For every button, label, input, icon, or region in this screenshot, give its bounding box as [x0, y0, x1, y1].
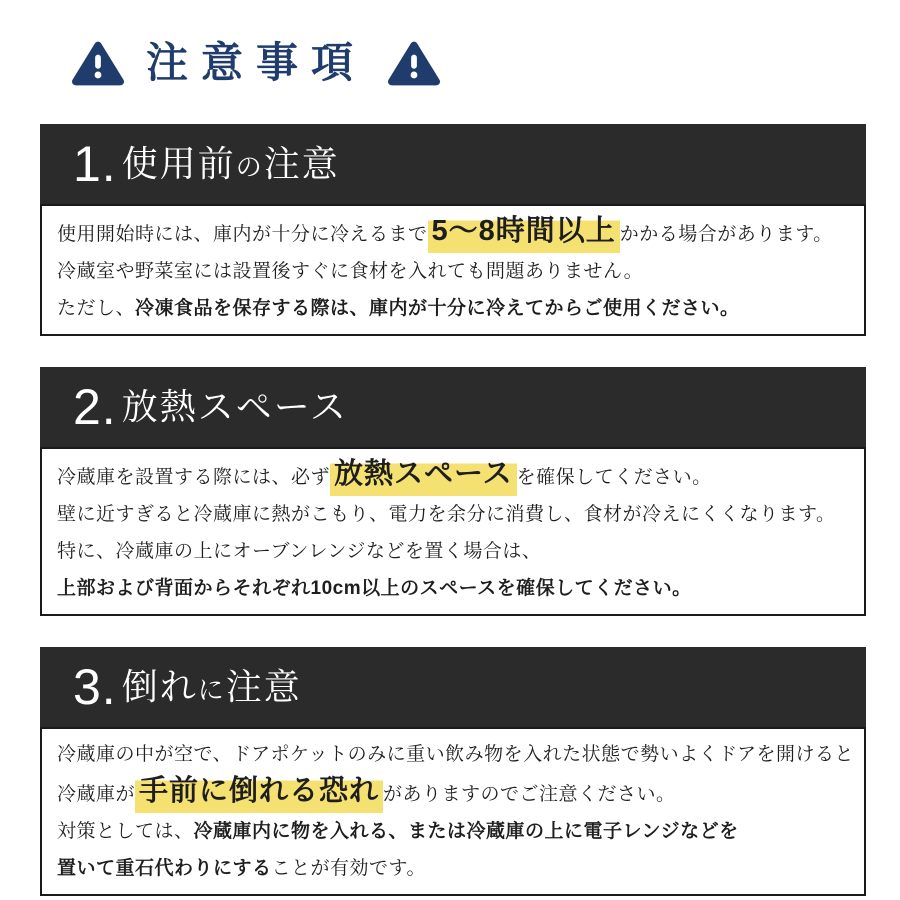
- page-header: [0, 0, 900, 94]
- body-text: 特に、冷蔵庫の上にオーブンレンジなどを置く場合は、: [57, 541, 542, 562]
- highlighted-text: 放熱スペース: [330, 458, 517, 496]
- body-text-line: [57, 850, 849, 887]
- body-text: がありますのでご注意ください。: [383, 784, 676, 805]
- body-text: 冷蔵庫の中が空で、ドアポケットのみに重い飲み物を入れた状態で勢いよくドアを開けると: [57, 744, 855, 765]
- body-text: 冷凍食品を保存する際は、庫内が十分に冷えてからご使用ください。: [135, 298, 740, 319]
- body-text: 冷蔵庫を設置する際には、必ず: [57, 467, 331, 488]
- body-text-line: [57, 773, 849, 813]
- body-text-line: [57, 736, 855, 773]
- section-heading: [121, 666, 302, 707]
- section-heading-text: 注意: [263, 143, 340, 184]
- body-text-line: [57, 496, 849, 533]
- section-heading-text: 使用前: [121, 143, 236, 184]
- caution-sections: [40, 124, 866, 896]
- body-text: 使用開始時には、庫内が十分に冷えるまで: [57, 224, 428, 245]
- body-text: かかる場合があります。: [619, 224, 833, 245]
- section-heading-text: の: [235, 152, 264, 182]
- body-text: 壁に近すぎると冷蔵庫に熱がこもり、電力を余分に消費し、食材が冷えにくくなります。: [57, 504, 836, 525]
- body-text: 置いて重石代わりにする: [57, 858, 272, 879]
- caution-section: [40, 124, 866, 336]
- body-text-line: [57, 213, 849, 253]
- body-text-line: [57, 290, 849, 327]
- warning-triangle-icon: [72, 40, 124, 87]
- warning-triangle-icon: [388, 40, 440, 87]
- section-header: [40, 367, 866, 447]
- body-text: 冷蔵庫内に物を入れる、または冷蔵庫の上に電子レンジなどを: [193, 821, 739, 842]
- body-text: 冷蔵庫が: [57, 784, 136, 805]
- body-text: 冷蔵室や野菜室には設置後すぐに食材を入れても問題ありません。: [57, 261, 644, 282]
- caution-section: [40, 367, 866, 616]
- section-header: [40, 124, 866, 204]
- body-text: ただし、: [57, 298, 136, 319]
- body-text-line: [57, 813, 849, 850]
- section-body: [40, 204, 866, 336]
- body-text-line: [57, 456, 849, 496]
- section-body: [40, 447, 866, 616]
- section-header: [40, 647, 866, 727]
- body-text: 上部および背面からそれぞれ10cm以上のスペースを確保してください。: [57, 578, 692, 599]
- highlighted-text: 手前に倒れる恐れ: [135, 775, 383, 813]
- body-text-line: [57, 253, 849, 290]
- section-heading-text: 注意: [225, 666, 302, 707]
- body-text-line: [57, 570, 849, 607]
- section-number: 2.: [73, 379, 117, 435]
- section-number: 3.: [73, 659, 117, 715]
- section-number: 1.: [73, 136, 117, 192]
- page-title: 注意事項: [146, 39, 367, 86]
- highlighted-text: 5〜8時間以上: [428, 215, 620, 253]
- body-text: 対策としては、: [57, 821, 194, 842]
- caution-section: [40, 647, 866, 896]
- section-heading-text: 放熱スペース: [121, 386, 348, 427]
- section-heading-text: 倒れ: [121, 666, 198, 707]
- body-text: ことが有効です。: [271, 858, 426, 879]
- section-heading: [121, 386, 348, 427]
- section-heading: [121, 143, 340, 184]
- section-heading-text: に: [197, 675, 226, 705]
- section-body: [40, 727, 866, 896]
- body-text-line: [57, 533, 849, 570]
- body-text: を確保してください。: [516, 467, 712, 488]
